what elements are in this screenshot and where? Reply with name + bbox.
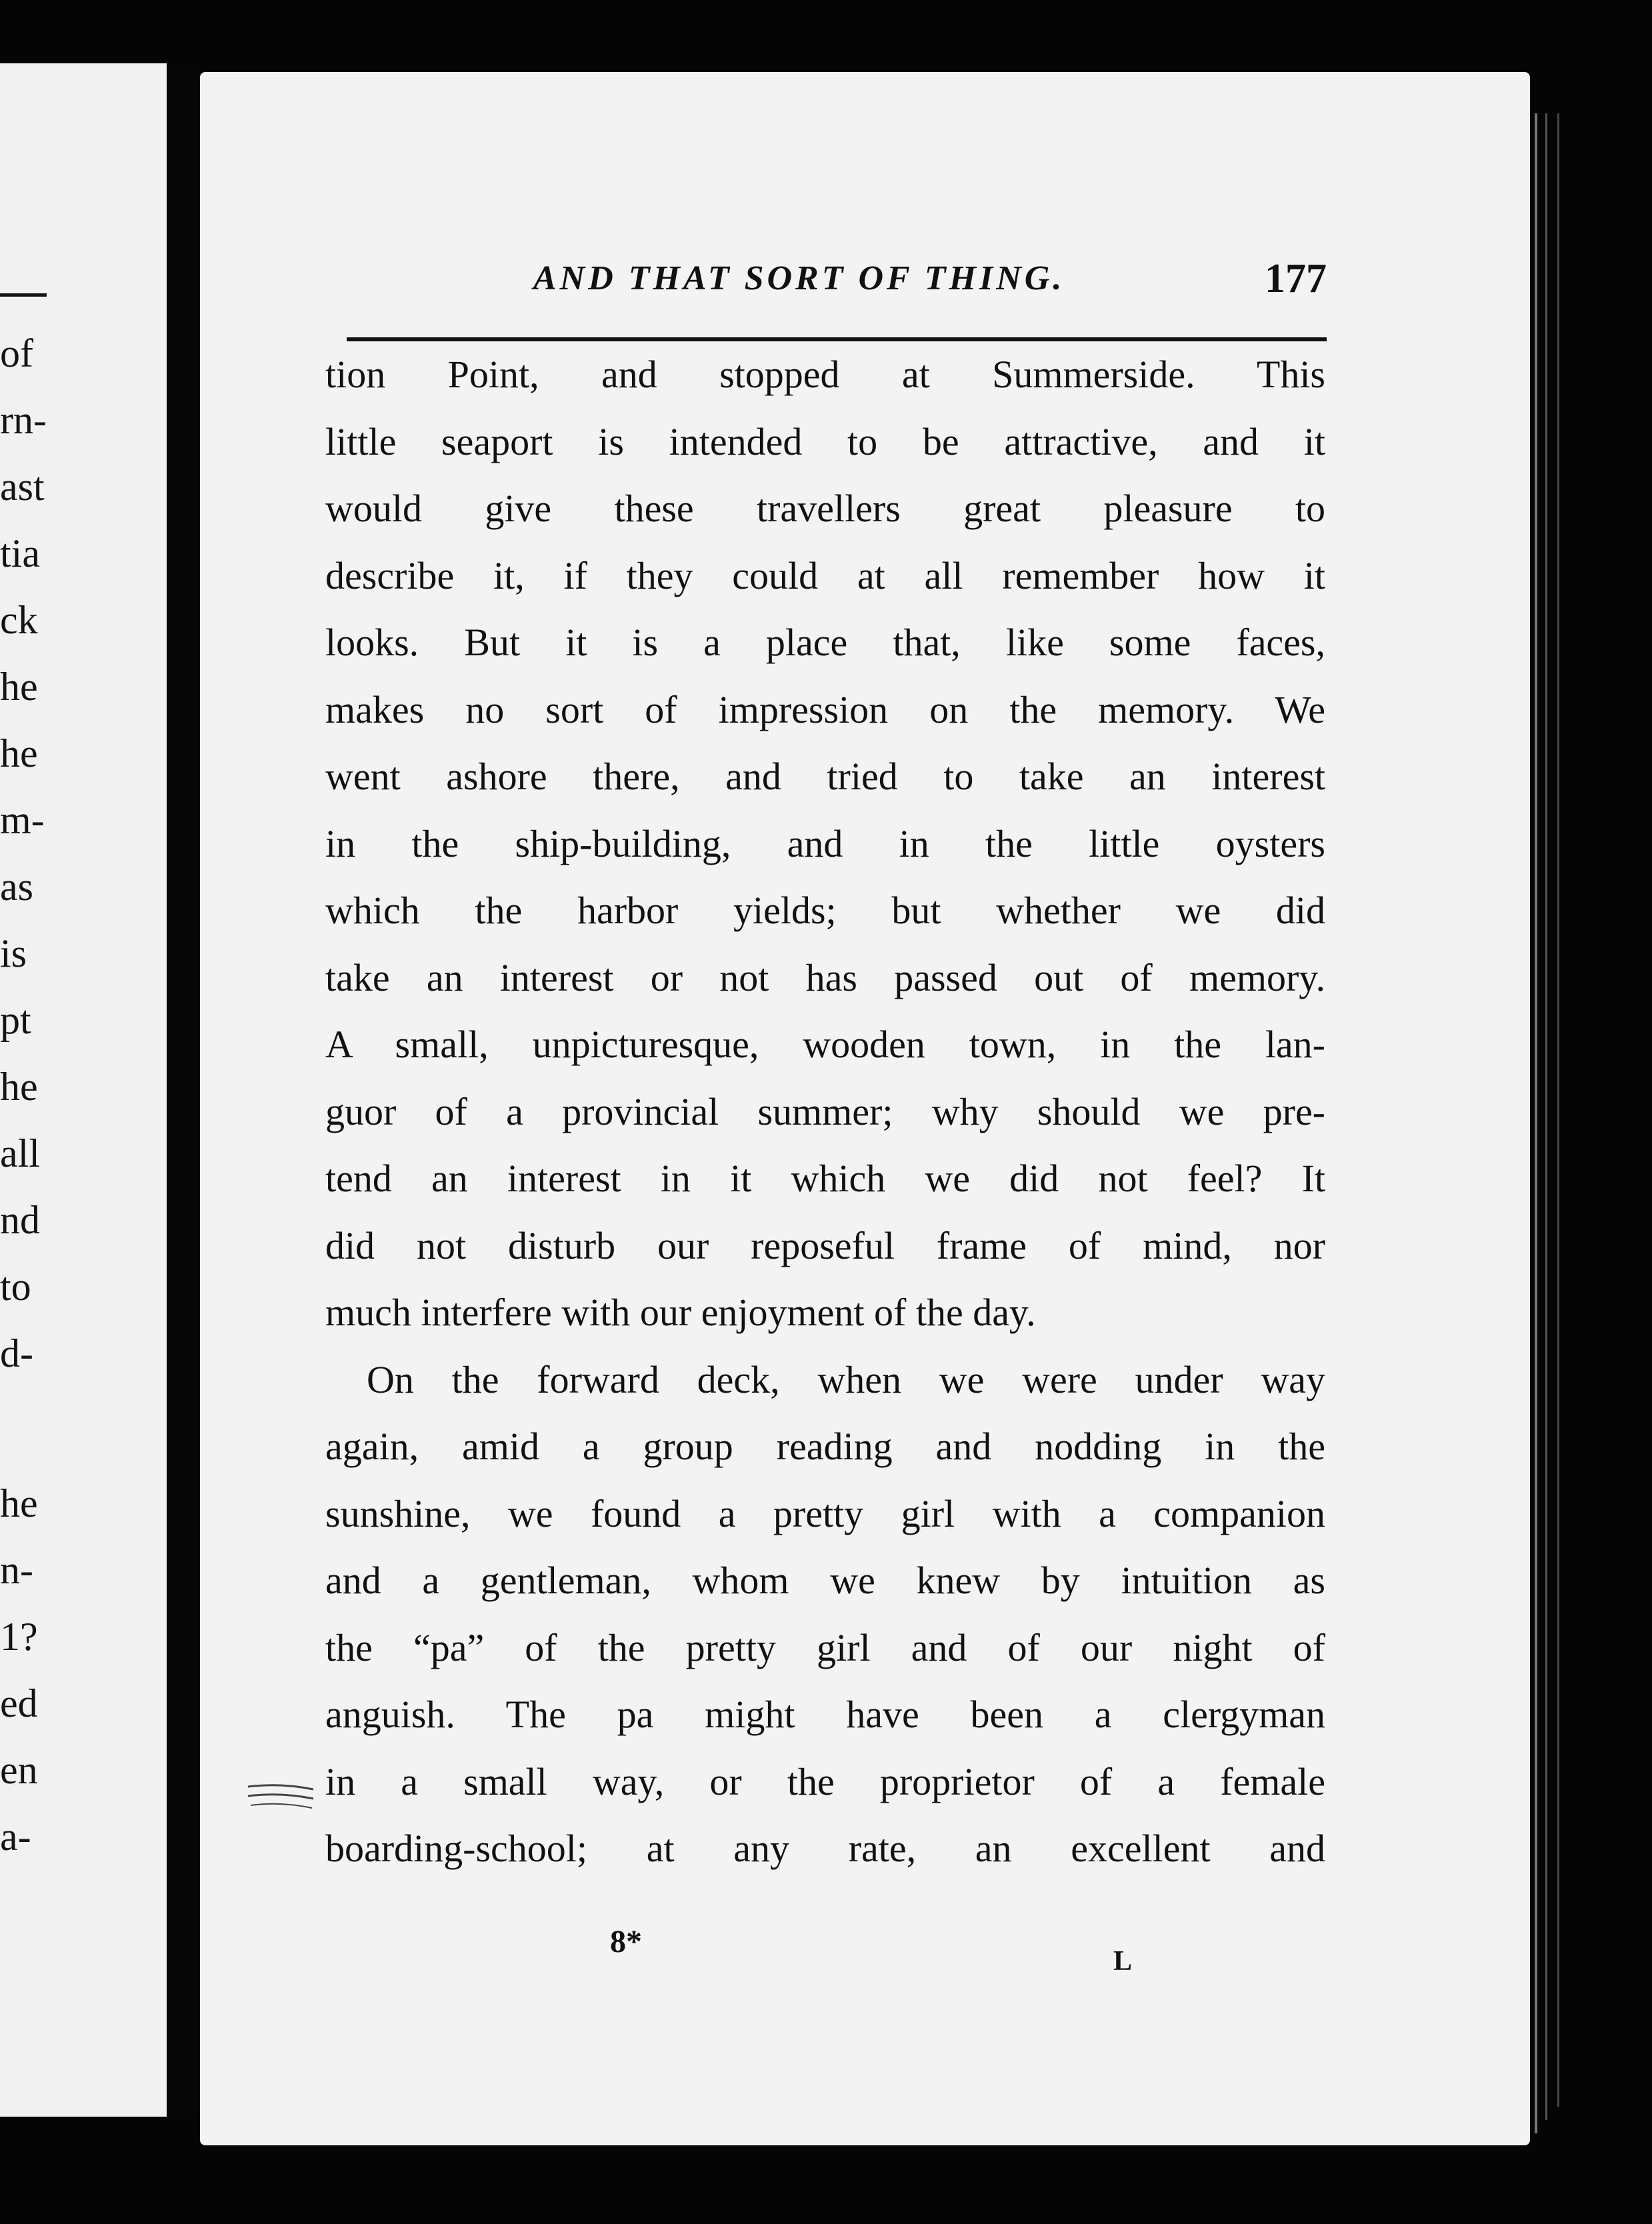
signature-mark: 8* bbox=[610, 1924, 642, 1959]
left-page-fragment: he bbox=[0, 731, 38, 775]
left-page-fragment: is bbox=[0, 931, 27, 975]
left-page-fragment: ast bbox=[0, 465, 45, 509]
left-page-fragment: of bbox=[0, 331, 33, 375]
text-line: in the ship-building, and in the little oysters bbox=[325, 821, 1325, 865]
page-number: 177 bbox=[1265, 256, 1327, 301]
page-edge bbox=[1545, 113, 1547, 2120]
left-page-fragment: he bbox=[0, 1481, 38, 1525]
text-line: take an interest or not has passed out of memory. bbox=[325, 955, 1325, 999]
left-page-fragment: as bbox=[0, 865, 33, 909]
text-line: guor of a provincial summer; why should we pre- bbox=[325, 1089, 1325, 1133]
text-line: the “pa” of the pretty girl and of our night of bbox=[325, 1625, 1325, 1669]
text-line: tion Point, and stopped at Summerside. This bbox=[325, 353, 1325, 396]
text-line: in a small way, or the proprietor of a female bbox=[325, 1759, 1325, 1803]
text-line: which the harbor yields; but whether we did bbox=[325, 889, 1325, 932]
pencil-margin-mark bbox=[247, 1781, 317, 1811]
text-line: much interfere with our enjoyment of the day. bbox=[325, 1291, 1036, 1334]
running-head: AND THAT SORT OF THING. bbox=[533, 259, 1065, 297]
left-page-fragment: rn- bbox=[0, 398, 47, 442]
book-gutter bbox=[167, 63, 201, 2117]
text-line: again, amid a group reading and nodding in the bbox=[325, 1425, 1325, 1468]
text-line: boarding-school; at any rate, an excellent and bbox=[325, 1827, 1325, 1870]
text-line: little seaport is intended to be attractive, and it bbox=[325, 419, 1325, 463]
text-line: sunshine, we found a pretty girl with a companion bbox=[325, 1491, 1325, 1535]
body-text bbox=[325, 341, 1325, 1883]
left-page-fragment: pt bbox=[0, 998, 31, 1042]
left-page-fragment: he bbox=[0, 1065, 38, 1109]
left-page-fragment: 1? bbox=[0, 1615, 38, 1659]
text-line: went ashore there, and tried to take an interest bbox=[325, 755, 1325, 798]
text-line: did not disturb our reposeful frame of mind, nor bbox=[325, 1223, 1325, 1267]
page-header bbox=[347, 252, 1327, 305]
page-edge bbox=[1535, 113, 1537, 2133]
paragraph-first-line: On the forward deck, when we were under way bbox=[367, 1357, 1325, 1401]
left-page-fragment: d- bbox=[0, 1331, 33, 1375]
left-page-fragment bbox=[0, 1390, 53, 1450]
text-line: tend an interest in it which we did not feel? It bbox=[325, 1157, 1325, 1200]
signature-letter: L bbox=[1113, 1946, 1133, 1977]
left-page-rule bbox=[0, 293, 47, 297]
left-page-fragment: he bbox=[0, 665, 38, 709]
text-line: makes no sort of impression on the memory. We bbox=[325, 687, 1325, 731]
left-page-fragment: tia bbox=[0, 531, 40, 575]
left-page-fragment: ed bbox=[0, 1681, 38, 1725]
left-page-fragment: ck bbox=[0, 598, 38, 642]
text-line: would give these travellers great pleasure to bbox=[325, 487, 1325, 530]
page-edge bbox=[1557, 113, 1559, 2107]
text-line: A small, unpicturesque, wooden town, in the lan- bbox=[325, 1023, 1325, 1066]
left-page-fragment: a- bbox=[0, 1815, 31, 1859]
left-page-fragment: n- bbox=[0, 1548, 33, 1592]
text-line: looks. But it is a place that, like some faces, bbox=[325, 621, 1325, 664]
text-line: describe it, if they could at all remember how it bbox=[325, 553, 1325, 597]
left-page-fragment: all bbox=[0, 1131, 40, 1175]
left-page-fragment: to bbox=[0, 1265, 31, 1309]
left-page-fragment: m- bbox=[0, 798, 45, 842]
left-page bbox=[0, 63, 167, 2117]
left-page-fragment: en bbox=[0, 1748, 38, 1792]
left-page-fragment: nd bbox=[0, 1198, 40, 1242]
text-line: and a gentleman, whom we knew by intuition as bbox=[325, 1559, 1325, 1602]
text-line: anguish. The pa might have been a clergyman bbox=[325, 1693, 1325, 1736]
